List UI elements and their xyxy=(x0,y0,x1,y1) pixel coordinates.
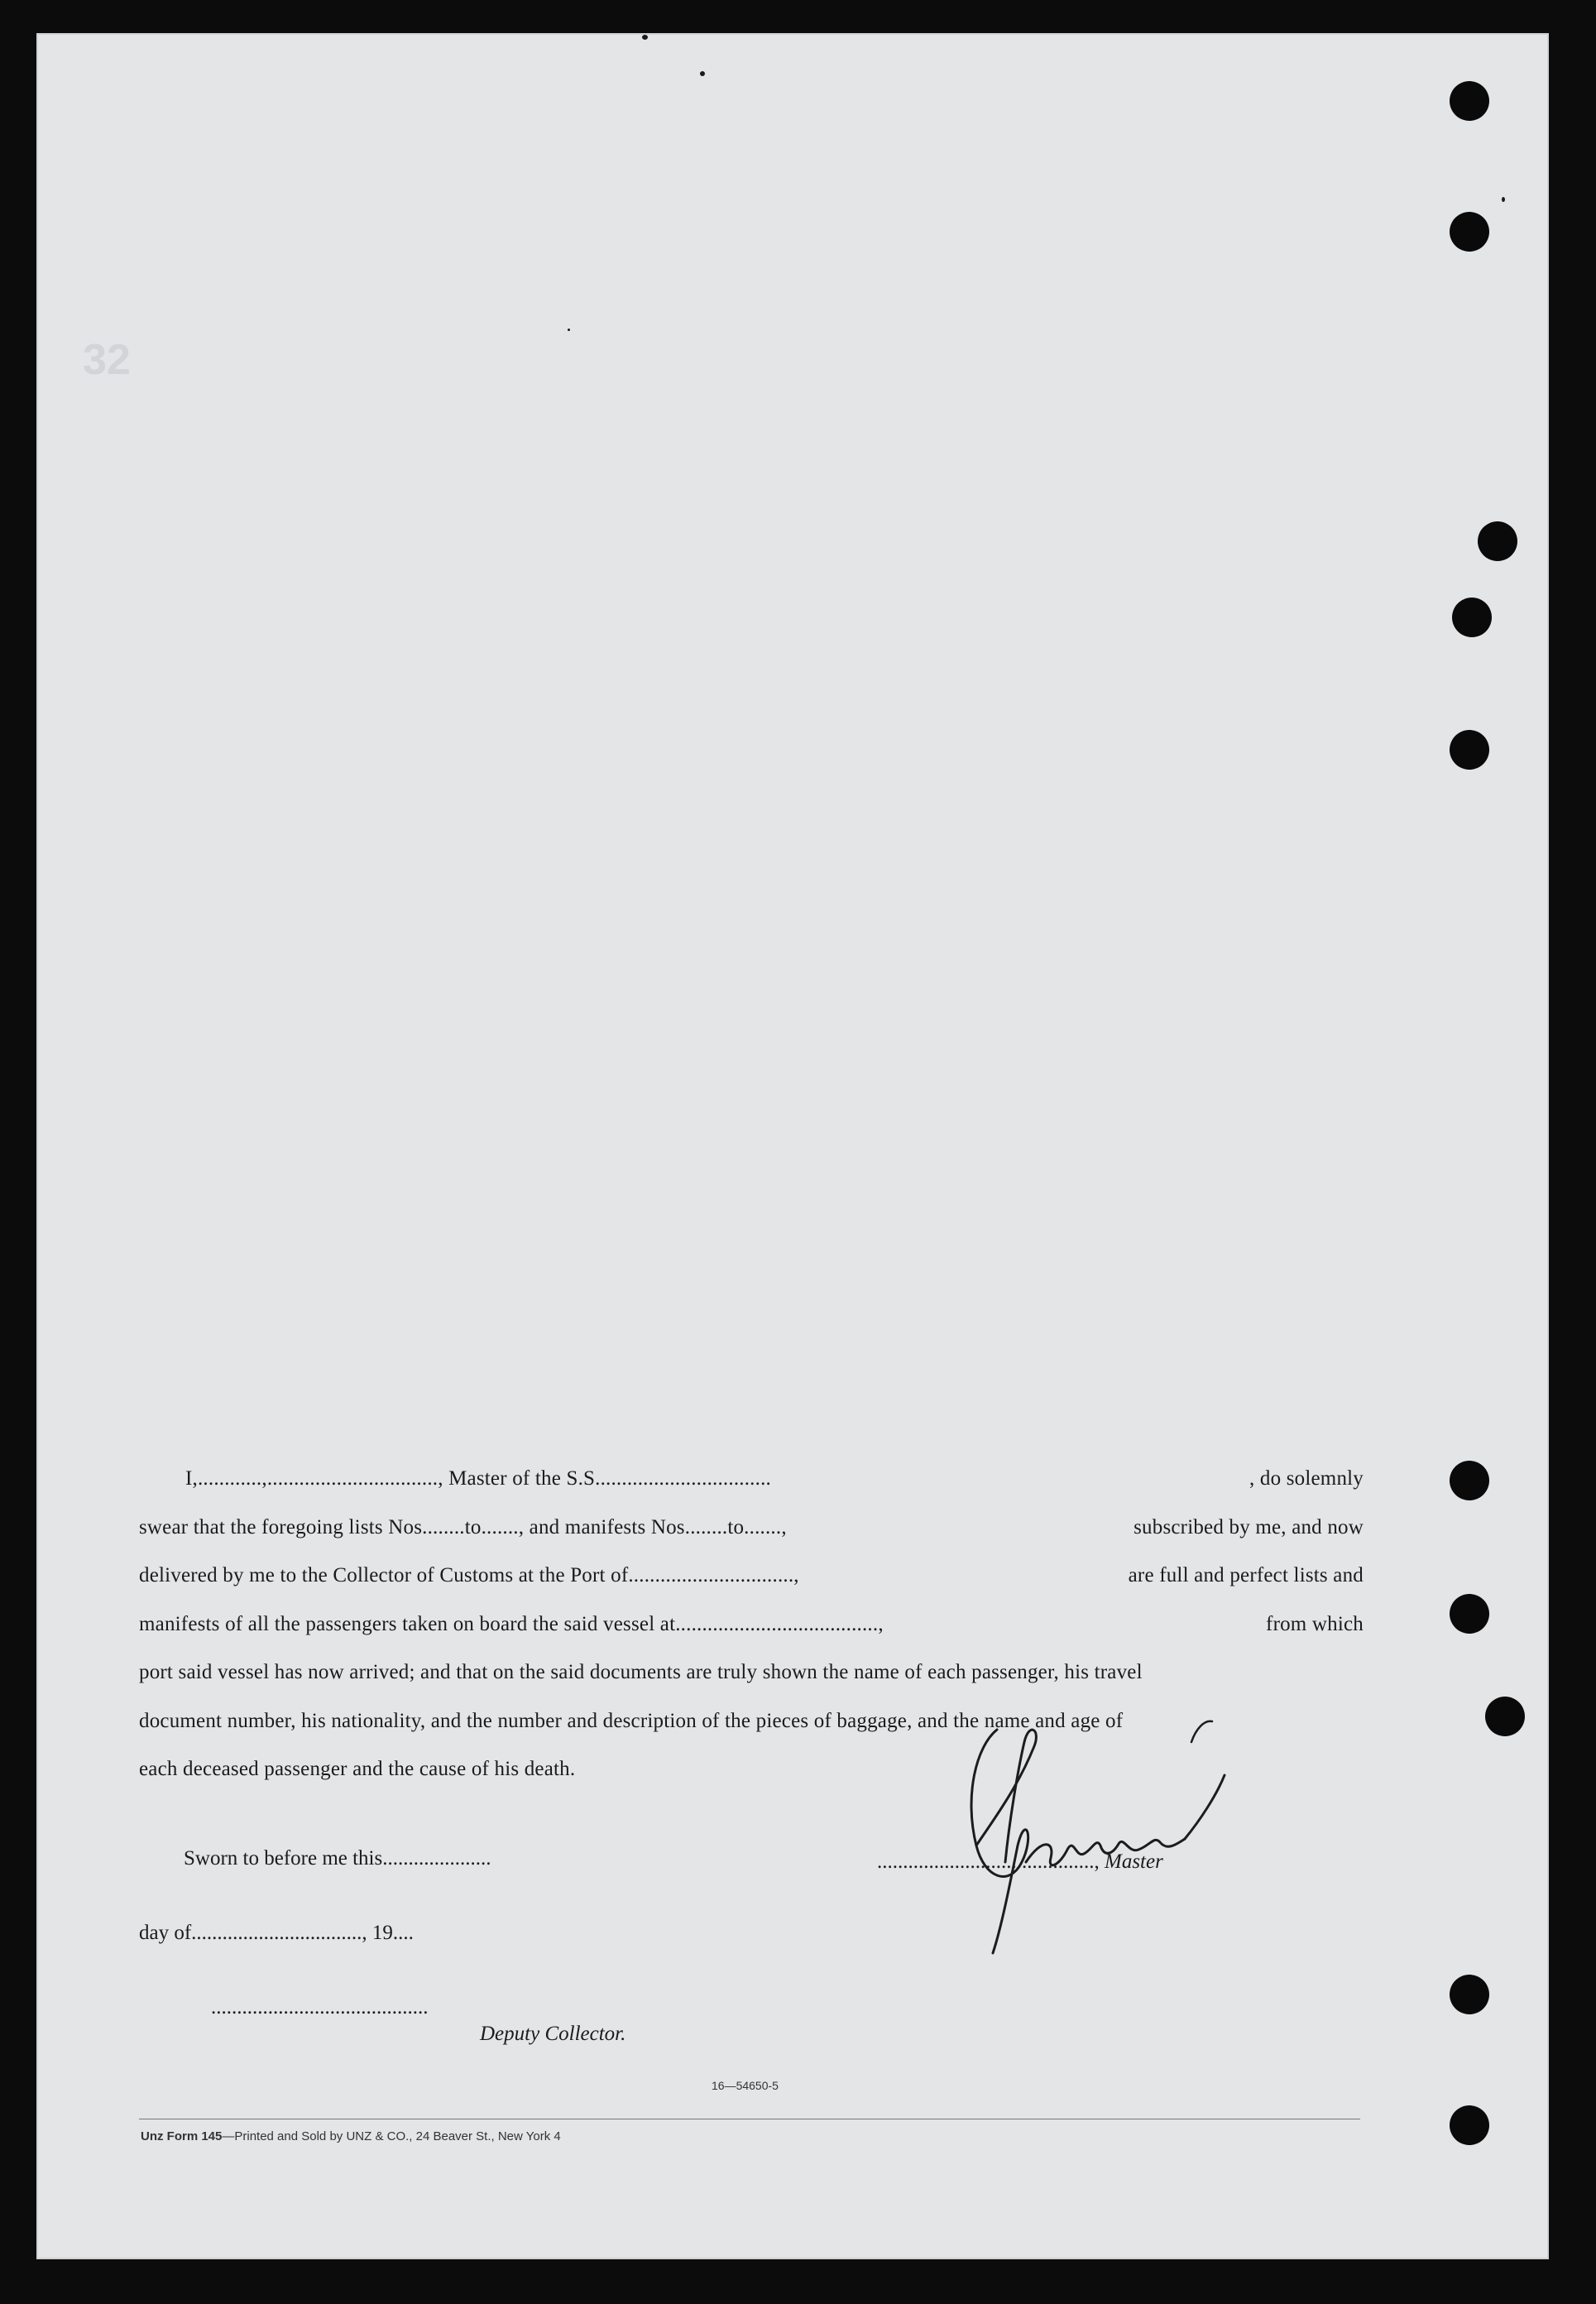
oath-text: , do solemnly xyxy=(1249,1467,1364,1490)
ink-speck xyxy=(1502,197,1505,202)
bleed-through-number: 32 xyxy=(83,336,131,384)
oath-line xyxy=(139,1516,1364,1565)
ink-speck xyxy=(642,35,648,40)
oath-line xyxy=(139,1564,1364,1613)
oath-text: are full and perfect lists and xyxy=(1128,1564,1364,1586)
oath-text: from which xyxy=(1266,1612,1364,1635)
printer-footer xyxy=(141,2129,561,2143)
oath-text: I,............,................................, Master of the S.S................................. xyxy=(185,1467,771,1490)
punch-hole xyxy=(1485,1697,1525,1736)
form-name: Unz Form 145 xyxy=(141,2129,223,2143)
punch-hole xyxy=(1450,1594,1489,1634)
deputy-signature-line: .......................................... xyxy=(211,1996,429,2018)
master-dots: .........................................., xyxy=(877,1850,1100,1873)
oath-text: manifests of all the passengers taken on board the said vessel at......................................, xyxy=(139,1612,884,1635)
oath-text: subscribed by me, and now xyxy=(1133,1515,1364,1538)
form-number: 16—54650-5 xyxy=(712,2079,779,2092)
printer-credit: —Printed and Sold by UNZ & CO., 24 Beaver St., New York 4 xyxy=(222,2129,561,2143)
punch-hole xyxy=(1450,730,1489,770)
oath-text: port said vessel has now arrived; and that on the said documents are truly shown the name of each passenger, his travel xyxy=(139,1661,1143,1683)
punch-hole xyxy=(1450,212,1489,252)
oath-text: swear that the foregoing lists Nos........to......., and manifests Nos........to......., xyxy=(139,1515,787,1538)
oath-text: delivered by me to the Collector of Customs at the Port of..............................., xyxy=(139,1564,799,1586)
oath-text: each deceased passenger and the cause of his death. xyxy=(139,1758,576,1780)
sworn-line: Sworn to before me this..................... xyxy=(184,1847,491,1870)
deputy-collector-label: Deputy Collector. xyxy=(480,2023,626,2045)
ink-speck xyxy=(700,71,705,76)
punch-hole xyxy=(1450,1461,1489,1500)
punch-hole xyxy=(1450,81,1489,121)
punch-hole xyxy=(1478,521,1517,561)
handwritten-signature xyxy=(943,1697,1291,1961)
punch-hole xyxy=(1452,598,1492,637)
day-of-line: day of................................., 19.... xyxy=(139,1922,414,1944)
master-label: Master xyxy=(1105,1850,1163,1873)
ink-speck xyxy=(568,329,570,331)
punch-hole xyxy=(1450,1975,1489,2014)
oath-line xyxy=(139,1467,1364,1516)
oath-text: document number, his nationality, and the number and description of the pieces of baggage, and the name and age of xyxy=(139,1709,1124,1732)
punch-hole xyxy=(1450,2105,1489,2145)
oath-line xyxy=(139,1613,1364,1662)
